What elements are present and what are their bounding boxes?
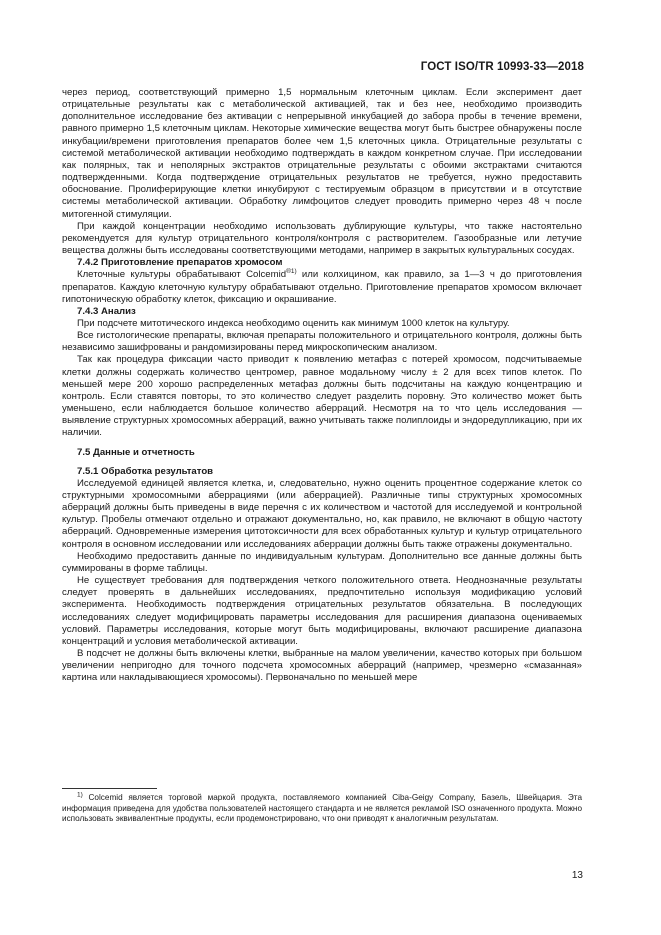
section-heading-7-4-2: 7.4.2 Приготовление препаратов хромосом	[77, 257, 283, 269]
paragraph: В подсчет не должны быть включены клетки, выбранные на малом увеличении, качество которых при большом увеличении непригодно для точного подсчета хромосомных аберраций (например, чрезмерно «смазанная» картина или накладывающиеся хромосомы). Первоначально по меньшей мере	[62, 648, 582, 684]
paragraph: Необходимо предоставить данные по индивидуальным культурам. Дополнительно все данные должны быть суммированы в форме таблицы.	[62, 550, 582, 574]
footnote	[62, 793, 582, 825]
paragraph: Так как процедура фиксации часто приводит к появлению метафаз с потерей хромосом, подсчитываемые клетки должны содержать количество центромер, равное модальному числу ± 2 для всех типов клеток. По меньшей мере 200 хорошо распределенных метафаз должны быть подсчитаны на каждую концентрацию и контроль. Если ставятся повторы, то это количество следует разделить поровну. Это количество может быть уменьшено, если наблюдается большое количество аберраций. Несмотря на то что цель исследования — выявление структурных хромосомных аберраций, важно учитывать также полиплоиды и эндоредупликацию, при их наличии.	[62, 354, 582, 439]
section-heading-7-5: 7.5 Данные и отчетность	[77, 446, 195, 458]
paragraph: Все гистологические препараты, включая препараты положительного и отрицательного контроля, должны быть независимо зашифрованы и рандомизированы перед микроскопическим анализом.	[62, 330, 582, 354]
section-heading-7-4-3: 7.4.3 Анализ	[77, 305, 136, 317]
section-heading-7-5-1: 7.5.1 Обработка результатов	[77, 465, 214, 477]
page-header-title: ГОСТ ISO/TR 10993-33—2018	[420, 61, 584, 73]
paragraph: Исследуемой единицей является клетка, и, следовательно, нужно оценить процентное содержание клеток со структурными хромосомными аберрациями (или аберрацией). Различные типы структурных хромосомных аберраций должны быть приведены в виде перечня с их количеством и частотой для исследуемой и контрольной культур. Пробелы отмечают отдельно и отражают документально, но, как правило, не включают в общую частоту аберраций. Одновременные измерения цитотоксичности для всех обработанных культур и культур отрицательного контроля в основном исследовании или исследованиях аберрации должны быть также отражены документально.	[62, 477, 582, 550]
paragraph: При каждой концентрации необходимо использовать дублирующие культуры, что также настоятельно рекомендуется для культур отрицательного контроля/контроля с растворителем. Газообразные или летучие вещества должны быть исследованы соответствующими методами, например в закрытых культуральных сосудах.	[62, 220, 582, 257]
footnote-reference: ®1)	[286, 268, 297, 276]
page-number: 13	[571, 870, 583, 881]
paragraph-text: Клеточные культуры обрабатывают Colcemid	[77, 269, 287, 281]
footnote-divider	[62, 788, 157, 789]
paragraph	[62, 269, 582, 305]
paragraph: Не существует требования для подтверждения четкого положительного ответа. Неоднозначные результаты следует проверять в дальнейших исследованиях, предпочтительно используя модификацию условий эксперимента. Необходимость подтверждения отрицательных результатов обязательна. В последующих исследованиях следует модифицировать параметры исследования для расширения диапазона оцениваемых условий. Параметры исследования, которые могут быть модифицированы, включают расширение диапазона концентраций и условия метаболической активации.	[62, 575, 582, 647]
paragraph: При подсчете митотического индекса необходимо оценить как минимум 1000 клеток на культуру.	[77, 317, 510, 329]
footnote-marker: 1)	[77, 791, 83, 799]
main-text	[62, 87, 582, 685]
paragraph: через период, соответствующий примерно 1,5 нормальным клеточным циклам. Если эксперимент дает отрицательные результаты как с метаболической активацией, так и без нее, необходимо производить дополнительное исследование без активации с непрерывной инкубацией до забора пробы в течение времени, равного примерно 1,5 клеточным циклам. Некоторые химические вещества могут быть быстрее обнаружены после инкубации/времени приготовления препаратов более чем 1,5 клеточных цикла. Отрицательные результаты с системой метаболической активации необходимо подтверждать в каждом конкретном случае. При исследовании как полярных, так и неполярных экстрактов отрицательные результаты с обоими экстрактами считаются подтвержденными. Когда подтверждение отрицательных результатов не требуется, нужно предоставить обоснование. Пролиферирующие клетки инкубируют с тестируемым образцом в присутствии и в отсутствие системы метаболической активации. Обработку лимфоцитов следует проводить примерно через 48 ч после митогенной стимуляции.	[62, 87, 582, 220]
footnote-body: Colcemid является торговой маркой продукта, поставляемого компанией Ciba-Geigy Company, Базель, Швейцария. Эта информация приведена для удобства пользователей настоящего стандарта и не является рекламой ISO означенного продукта. Можно использовать эквивалентные продукты, если продемонстрировано, что они приводят к аналогичным результатам.	[62, 793, 582, 824]
footnote-text	[62, 793, 582, 825]
paragraph-text: или колхицином, как правило, за 1—3 ч до приготовления препаратов. Каждую клеточную культуру обрабатывают отдельно. Приготовление препаратов хромосом включает гипотоническую обработку клеток, фиксацию и окрашивание.	[62, 269, 582, 305]
